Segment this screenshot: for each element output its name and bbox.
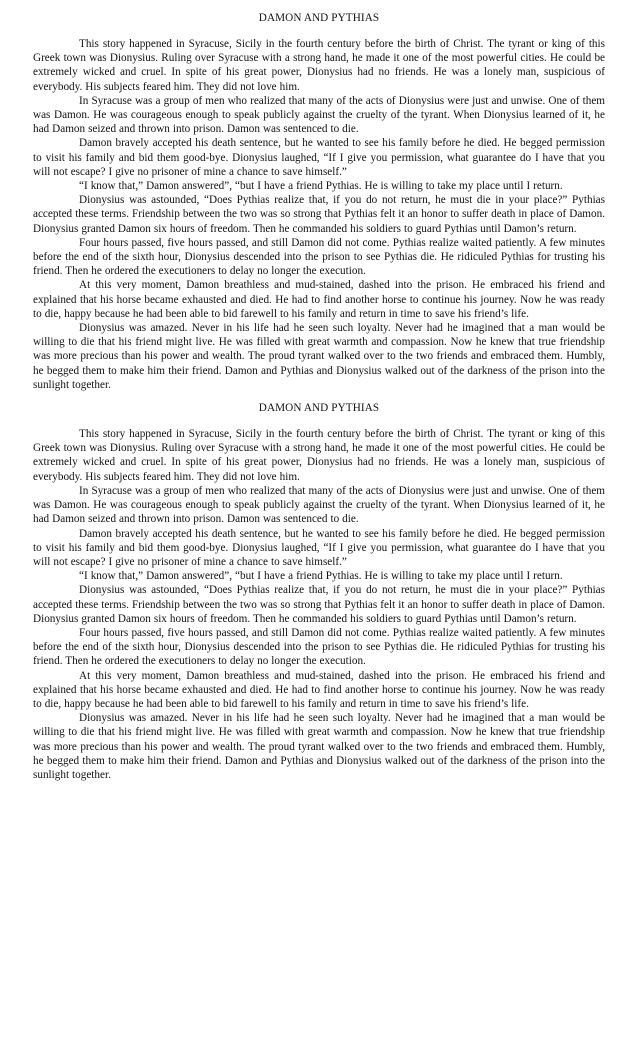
story-paragraph: Dionysius was astounded, “Does Pythias realize that, if you do not return, he must die in your place?” Pythias accepted these terms. Friendship between the two was so strong that Pythias felt it an honor to suffer death in place of Damon. Dionysius granted Damon six hours of freedom. Then he commanded his soldiers to guard Pythias until Damon’s return. <box>33 584 605 625</box>
story-paragraph: “I know that,” Damon answered”, “but I have a friend Pythias. He is willing to take my place until I return. <box>79 570 563 583</box>
story-paragraph: This story happened in Syracuse, Sicily in the fourth century before the birth of Christ. The tyrant or king of this Greek town was Dionysius. Ruling over Syracuse with a strong hand, he made it one of the most powerful cities. He could be extremely wicked and cruel. In spite of his great power, Dionysius had no friends. He was a lonely man, suspicious of everybody. His subjects feared him. They did not love him. <box>33 38 605 93</box>
story-title: DAMON AND PYTHIAS <box>258 12 380 24</box>
story-paragraph: At this very moment, Damon breathless and mud-stained, dashed into the prison. He embraced his friend and explained that his horse became exhausted and died. He had to find another horse to continue his journey. Now he was ready to die, happy because he had been able to bid farewell to his family and return in time to save his friend’s life. <box>33 669 605 710</box>
story-paragraph: Dionysius was amazed. Never in his life had he seen such loyalty. Never had he imagined that a man would be willing to die that his friend might live. He was filled with great warmth and compassion. Now he knew that true friendship was more precious than his power and wealth. The proud tyrant walked over to the two friends and embraced them. Humbly, he begged them to make him their friend. Damon and Pythias and Dionysius walked out of the darkness of the prison into the sunlight together. <box>33 712 605 781</box>
story-paragraph: Four hours passed, five hours passed, and still Damon did not come. Pythias realize waited patiently. A few minutes before the end of the sixth hour, Dionysius descended into the prison to see Pythias die. He ridiculed Pythias for trusting his friend. Then he ordered the executioners to delay no longer the execution. <box>33 626 605 668</box>
story-paragraph: Four hours passed, five hours passed, and still Damon did not come. Pythias realize waited patiently. A few minutes before the end of the sixth hour, Dionysius descended into the prison to see Pythias die. He ridiculed Pythias for trusting his friend. Then he ordered the executioners to delay no longer the execution. <box>33 236 605 278</box>
story-paragraph: Damon bravely accepted his death sentence, but he wanted to see his family before he died. He begged permission to visit his family and bid them good-bye. Dionysius laughed, “If I give you permission, what guarantee do I have that you will not escape? I give no prisoner of mine a chance to save himself.” <box>33 527 605 568</box>
story-title: DAMON AND PYTHIAS <box>258 402 380 415</box>
story-paragraph: Dionysius was amazed. Never in his life had he seen such loyalty. Never had he imagined that a man would be willing to die that his friend might live. He was filled with great warmth and compassion. Now he knew that true friendship was more precious than his power and wealth. The proud tyrant walked over to the two friends and embraced them. Humbly, he begged them to make him their friend. Damon and Pythias and Dionysius walked out of the darkness of the prison into the sunlight together. <box>33 322 605 391</box>
story-section-1 <box>33 11 605 392</box>
story-section-2 <box>33 401 605 782</box>
story-paragraph: Damon bravely accepted his death sentence, but he wanted to see his family before he died. He begged permission to visit his family and bid them good-bye. Dionysius laughed, “If I give you permission, what guarantee do I have that you will not escape? I give no prisoner of mine a chance to save himself.” <box>33 137 605 178</box>
story-paragraph: “I know that,” Damon answered”, “but I have a friend Pythias. He is willing to take my place until I return. <box>79 180 563 193</box>
story-paragraph: In Syracuse was a group of men who realized that many of the acts of Dionysius were just and unwise. One of them was Damon. He was courageous enough to speak publicly against the cruelty of the tyrant. When Dionysius learned of it, he had Damon seized and thrown into prison. Damon was sentenced to die. <box>33 484 605 526</box>
story-paragraph: In Syracuse was a group of men who realized that many of the acts of Dionysius were just and unwise. One of them was Damon. He was courageous enough to speak publicly against the cruelty of the tyrant. When Dionysius learned of it, he had Damon seized and thrown into prison. Damon was sentenced to die. <box>33 94 605 136</box>
story-paragraph: Dionysius was astounded, “Does Pythias realize that, if you do not return, he must die in your place?” Pythias accepted these terms. Friendship between the two was so strong that Pythias felt it an honor to suffer death in place of Damon. Dionysius granted Damon six hours of freedom. Then he commanded his soldiers to guard Pythias until Damon’s return. <box>33 194 605 235</box>
story-paragraph: This story happened in Syracuse, Sicily in the fourth century before the birth of Christ. The tyrant or king of this Greek town was Dionysius. Ruling over Syracuse with a strong hand, he made it one of the most powerful cities. He could be extremely wicked and cruel. In spite of his great power, Dionysius had no friends. He was a lonely man, suspicious of everybody. His subjects feared him. They did not love him. <box>33 428 605 483</box>
story-paragraph: At this very moment, Damon breathless and mud-stained, dashed into the prison. He embraced his friend and explained that his horse became exhausted and died. He had to find another horse to continue his journey. Now he was ready to die, happy because he had been able to bid farewell to his family and return in time to save his friend’s life. <box>33 279 605 320</box>
